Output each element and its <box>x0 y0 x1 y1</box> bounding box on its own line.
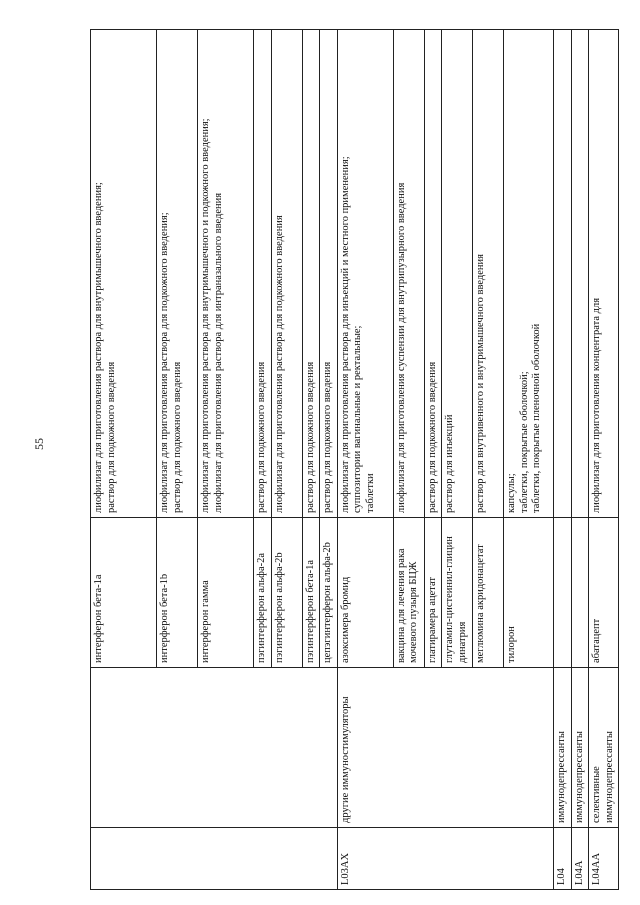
atc-code-cell: L04 <box>554 828 572 890</box>
table-row <box>554 30 572 890</box>
table-row <box>589 30 619 890</box>
drug-name-cell: глатирамера ацетат <box>424 518 442 668</box>
dosage-form-cell <box>157 30 198 518</box>
dosage-form-line: суппозитории вагинальные и ректальные; <box>352 325 363 513</box>
dosage-form-cell <box>271 30 302 518</box>
dosage-form-cell <box>91 30 157 518</box>
group-name-cell: иммунодепрессанты <box>554 668 572 828</box>
dosage-form-cell <box>589 30 619 518</box>
dosage-form-line: раствор для инъекций <box>444 414 455 513</box>
drug-name-cell: вакцина для лечения рака мочевого пузыря БЦЖ <box>393 518 424 668</box>
drug-name-cell: азоксимера бромид <box>337 518 393 668</box>
atc-code-cell: L03AX <box>337 828 554 890</box>
dosage-form-line: лиофилизат для приготовления раствора для подкожного введения <box>273 215 285 513</box>
group-name-cell: иммунодепрессанты <box>571 668 589 828</box>
dosage-form-line: раствор для подкожного введения <box>256 361 267 513</box>
table-row <box>571 30 589 890</box>
group-name-cell: селективные иммунодепрессанты <box>589 668 619 828</box>
atc-code-cell: L04AA <box>589 828 619 890</box>
dosage-form-line: лиофилизат для приготовления суспензии для внутрипузырного введения <box>395 182 407 513</box>
dosage-form-line: лиофилизат для приготовления раствора для внутримышечного и подкожного введения; <box>200 118 211 513</box>
dosage-form-line: таблетки <box>364 473 376 513</box>
dosage-form-cell <box>254 30 272 518</box>
drug-name-cell: глутамил-цистеинил-глицин динатрия <box>442 518 473 668</box>
dosage-form-line: лиофилизат для приготовления раствора для внутримышечного введения; <box>93 182 104 513</box>
group-name-cell: другие иммуностимуляторы <box>337 668 554 828</box>
group-name-cell <box>91 668 338 828</box>
dosage-form-line: раствор для подкожного введения <box>304 361 316 513</box>
dosage-form-cell <box>571 30 589 518</box>
drug-name-cell: меглюмина акридонацетат <box>473 518 504 668</box>
dosage-form-cell <box>337 30 393 518</box>
dosage-form-line: раствор для внутривенного и внутримышечного введения <box>475 254 486 513</box>
dosage-form-line: таблетки, покрытые пленочной оболочкой <box>531 323 542 513</box>
drug-name-cell: пэгинтерферон альфа-2b <box>271 518 302 668</box>
drug-name-cell: цепэгинтерферон альфа-2b <box>320 518 338 668</box>
dosage-form-cell <box>424 30 442 518</box>
dosage-form-line: лиофилизат для приготовления раствора для интраназального введения <box>212 192 224 513</box>
dosage-form-line: лиофилизат для приготовления концентрата для <box>591 297 602 513</box>
dosage-form-cell <box>442 30 473 518</box>
page-number: 55 <box>32 438 46 450</box>
drug-name-cell: абатацепт <box>589 518 619 668</box>
dosage-form-cell <box>393 30 424 518</box>
dosage-form-line: раствор для подкожного введения <box>105 361 117 513</box>
dosage-form-line: раствор для подкожного введения <box>426 361 438 513</box>
drug-table <box>90 29 619 890</box>
dosage-form-cell <box>198 30 254 518</box>
dosage-form-cell <box>320 30 338 518</box>
atc-code-cell <box>91 828 338 890</box>
drug-name-cell: интерферон бета-1a <box>91 518 157 668</box>
drug-name-cell: интерферон бета-1b <box>157 518 198 668</box>
drug-name-cell: интерферон гамма <box>198 518 254 668</box>
table-rotation-wrapper <box>90 30 615 890</box>
table-row <box>337 30 393 890</box>
dosage-form-line: раствор для подкожного введения <box>171 361 183 513</box>
dosage-form-line: таблетки, покрытые оболочкой; <box>518 371 530 513</box>
drug-name-cell <box>571 518 589 668</box>
drug-name-cell: пэгинтерферон бета-1a <box>302 518 320 668</box>
drug-table-container <box>90 30 615 890</box>
dosage-form-cell <box>554 30 572 518</box>
atc-code-cell: L04A <box>571 828 589 890</box>
drug-name-cell <box>554 518 572 668</box>
dosage-form-line: лиофилизат для приготовления раствора для подкожного введения; <box>159 212 170 513</box>
dosage-form-cell <box>473 30 504 518</box>
dosage-form-line: капсулы; <box>506 473 517 513</box>
drug-name-cell: тилорон <box>504 518 554 668</box>
table-row <box>91 30 157 890</box>
dosage-form-line: раствор для подкожного введения <box>322 361 333 513</box>
drug-name-cell: пэгинтерферон альфа-2a <box>254 518 272 668</box>
dosage-form-line: лиофилизат для приготовления раствора для инъекций и местного применения; <box>339 156 351 513</box>
dosage-form-cell <box>302 30 320 518</box>
dosage-form-cell <box>504 30 554 518</box>
